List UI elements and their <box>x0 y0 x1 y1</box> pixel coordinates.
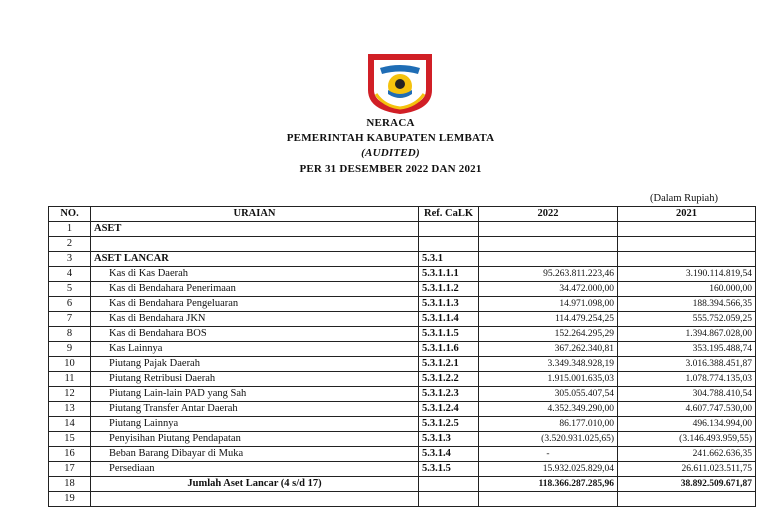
row-description: Persediaan <box>91 462 419 477</box>
row-calk-ref: 5.3.1.1.5 <box>419 327 479 342</box>
row-value-2021 <box>618 222 756 237</box>
row-value-2021: 496.134.994,00 <box>618 417 756 432</box>
row-value-2021: 1.078.774.135,03 <box>618 372 756 387</box>
row-value-2022: 118.366.287.285,96 <box>479 477 618 492</box>
row-number: 15 <box>49 432 91 447</box>
row-value-2022 <box>479 252 618 267</box>
row-number: 17 <box>49 462 91 477</box>
row-value-2021: 160.000,00 <box>618 282 756 297</box>
row-calk-ref <box>419 222 479 237</box>
table-row <box>49 357 756 372</box>
row-value-2022: 1.915.001.635,03 <box>479 372 618 387</box>
row-calk-ref: 5.3.1.5 <box>419 462 479 477</box>
row-value-2021: 3.190.114.819,54 <box>618 267 756 282</box>
row-number: 1 <box>49 222 91 237</box>
lembata-emblem-logo <box>362 50 438 116</box>
row-description: Kas di Bendahara Pengeluaran <box>91 297 419 312</box>
col-header-ref: Ref. CaLK <box>419 207 479 222</box>
table-row <box>49 417 756 432</box>
row-calk-ref: 5.3.1.3 <box>419 432 479 447</box>
row-description: Kas di Bendahara Penerimaan <box>91 282 419 297</box>
row-description: Jumlah Aset Lancar (4 s/d 17) <box>91 477 419 492</box>
table-row <box>49 372 756 387</box>
table-row <box>49 237 756 252</box>
row-calk-ref: 5.3.1.2.1 <box>419 357 479 372</box>
table-row <box>49 312 756 327</box>
row-calk-ref: 5.3.1.1.4 <box>419 312 479 327</box>
row-description: Kas di Bendahara JKN <box>91 312 419 327</box>
table-row <box>49 387 756 402</box>
row-value-2022: 114.479.254,25 <box>479 312 618 327</box>
table-row <box>49 267 756 282</box>
row-description: Kas Lainnya <box>91 342 419 357</box>
row-value-2021: 304.788.410,54 <box>618 387 756 402</box>
row-value-2021: 3.016.388.451,87 <box>618 357 756 372</box>
row-number: 12 <box>49 387 91 402</box>
row-value-2021: 241.662.636,35 <box>618 447 756 462</box>
col-header-2021: 2021 <box>618 207 756 222</box>
table-header-row <box>49 207 756 222</box>
row-number: 5 <box>49 282 91 297</box>
row-number: 2 <box>49 237 91 252</box>
row-description: Piutang Transfer Antar Daerah <box>91 402 419 417</box>
row-value-2021 <box>618 237 756 252</box>
currency-unit-note: (Dalam Rupiah) <box>650 193 718 204</box>
row-calk-ref: 5.3.1.2.2 <box>419 372 479 387</box>
row-number: 3 <box>49 252 91 267</box>
col-header-no: NO. <box>49 207 91 222</box>
row-value-2022 <box>479 237 618 252</box>
col-header-2022: 2022 <box>479 207 618 222</box>
row-value-2022 <box>479 492 618 507</box>
row-value-2022 <box>479 222 618 237</box>
row-description: ASET <box>91 222 419 237</box>
col-header-uraian: URAIAN <box>91 207 419 222</box>
row-value-2022: - <box>479 447 618 462</box>
row-value-2021 <box>618 492 756 507</box>
table-row <box>49 462 756 477</box>
row-calk-ref: 5.3.1 <box>419 252 479 267</box>
row-value-2021: 188.394.566,35 <box>618 297 756 312</box>
table-row <box>49 222 756 237</box>
table-row <box>49 282 756 297</box>
row-description: ASET LANCAR <box>91 252 419 267</box>
row-number: 6 <box>49 297 91 312</box>
row-calk-ref: 5.3.1.1.3 <box>419 297 479 312</box>
row-value-2021 <box>618 252 756 267</box>
row-number: 19 <box>49 492 91 507</box>
row-description: Piutang Retribusi Daerah <box>91 372 419 387</box>
row-description: Beban Barang Dibayar di Muka <box>91 447 419 462</box>
row-calk-ref: 5.3.1.1.1 <box>419 267 479 282</box>
row-calk-ref: 5.3.1.2.5 <box>419 417 479 432</box>
balance-sheet-table <box>48 206 756 507</box>
table-row <box>49 492 756 507</box>
row-value-2021: 26.611.023.511,75 <box>618 462 756 477</box>
row-calk-ref: 5.3.1.4 <box>419 447 479 462</box>
row-number: 18 <box>49 477 91 492</box>
entity-name: PEMERINTAH KABUPATEN LEMBATA <box>286 132 495 144</box>
table-row <box>49 252 756 267</box>
row-number: 16 <box>49 447 91 462</box>
row-number: 14 <box>49 417 91 432</box>
report-title: NERACA <box>366 117 415 129</box>
row-value-2022: 14.971.098,00 <box>479 297 618 312</box>
row-description: Piutang Lain-lain PAD yang Sah <box>91 387 419 402</box>
row-number: 9 <box>49 342 91 357</box>
table-row <box>49 327 756 342</box>
row-value-2022: 34.472.000,00 <box>479 282 618 297</box>
row-number: 10 <box>49 357 91 372</box>
row-value-2022: 86.177.010,00 <box>479 417 618 432</box>
row-description: Piutang Pajak Daerah <box>91 357 419 372</box>
row-calk-ref <box>419 492 479 507</box>
table-row <box>49 477 756 492</box>
row-number: 13 <box>49 402 91 417</box>
row-description: Kas di Kas Daerah <box>91 267 419 282</box>
row-value-2022: 367.262.340,81 <box>479 342 618 357</box>
row-value-2021: 353.195.488,74 <box>618 342 756 357</box>
row-number: 4 <box>49 267 91 282</box>
row-calk-ref <box>419 477 479 492</box>
row-value-2022: 152.264.295,29 <box>479 327 618 342</box>
row-number: 7 <box>49 312 91 327</box>
row-calk-ref: 5.3.1.2.4 <box>419 402 479 417</box>
row-value-2022: 15.932.025.829,04 <box>479 462 618 477</box>
table-row <box>49 297 756 312</box>
row-description <box>91 492 419 507</box>
row-calk-ref <box>419 237 479 252</box>
row-calk-ref: 5.3.1.1.6 <box>419 342 479 357</box>
row-calk-ref: 5.3.1.1.2 <box>419 282 479 297</box>
row-value-2021: 555.752.059,25 <box>618 312 756 327</box>
row-value-2021: 4.607.747.530,00 <box>618 402 756 417</box>
row-value-2021: (3.146.493.959,55) <box>618 432 756 447</box>
row-value-2022: (3.520.931.025,65) <box>479 432 618 447</box>
row-number: 8 <box>49 327 91 342</box>
row-description: Piutang Lainnya <box>91 417 419 432</box>
table-row <box>49 342 756 357</box>
table-row <box>49 447 756 462</box>
row-value-2022: 305.055.407,54 <box>479 387 618 402</box>
row-description: Kas di Bendahara BOS <box>91 327 419 342</box>
row-value-2022: 4.352.349.290,00 <box>479 402 618 417</box>
row-value-2021: 38.892.509.671,87 <box>618 477 756 492</box>
row-description <box>91 237 419 252</box>
table-row <box>49 402 756 417</box>
table-row <box>49 432 756 447</box>
row-value-2022: 3.349.348.928,19 <box>479 357 618 372</box>
row-calk-ref: 5.3.1.2.3 <box>419 387 479 402</box>
row-value-2021: 1.394.867.028,00 <box>618 327 756 342</box>
row-number: 11 <box>49 372 91 387</box>
row-description: Penyisihan Piutang Pendapatan <box>91 432 419 447</box>
report-period: PER 31 DESEMBER 2022 DAN 2021 <box>299 163 482 175</box>
audit-status: (AUDITED) <box>361 147 420 159</box>
row-value-2022: 95.263.811.223,46 <box>479 267 618 282</box>
